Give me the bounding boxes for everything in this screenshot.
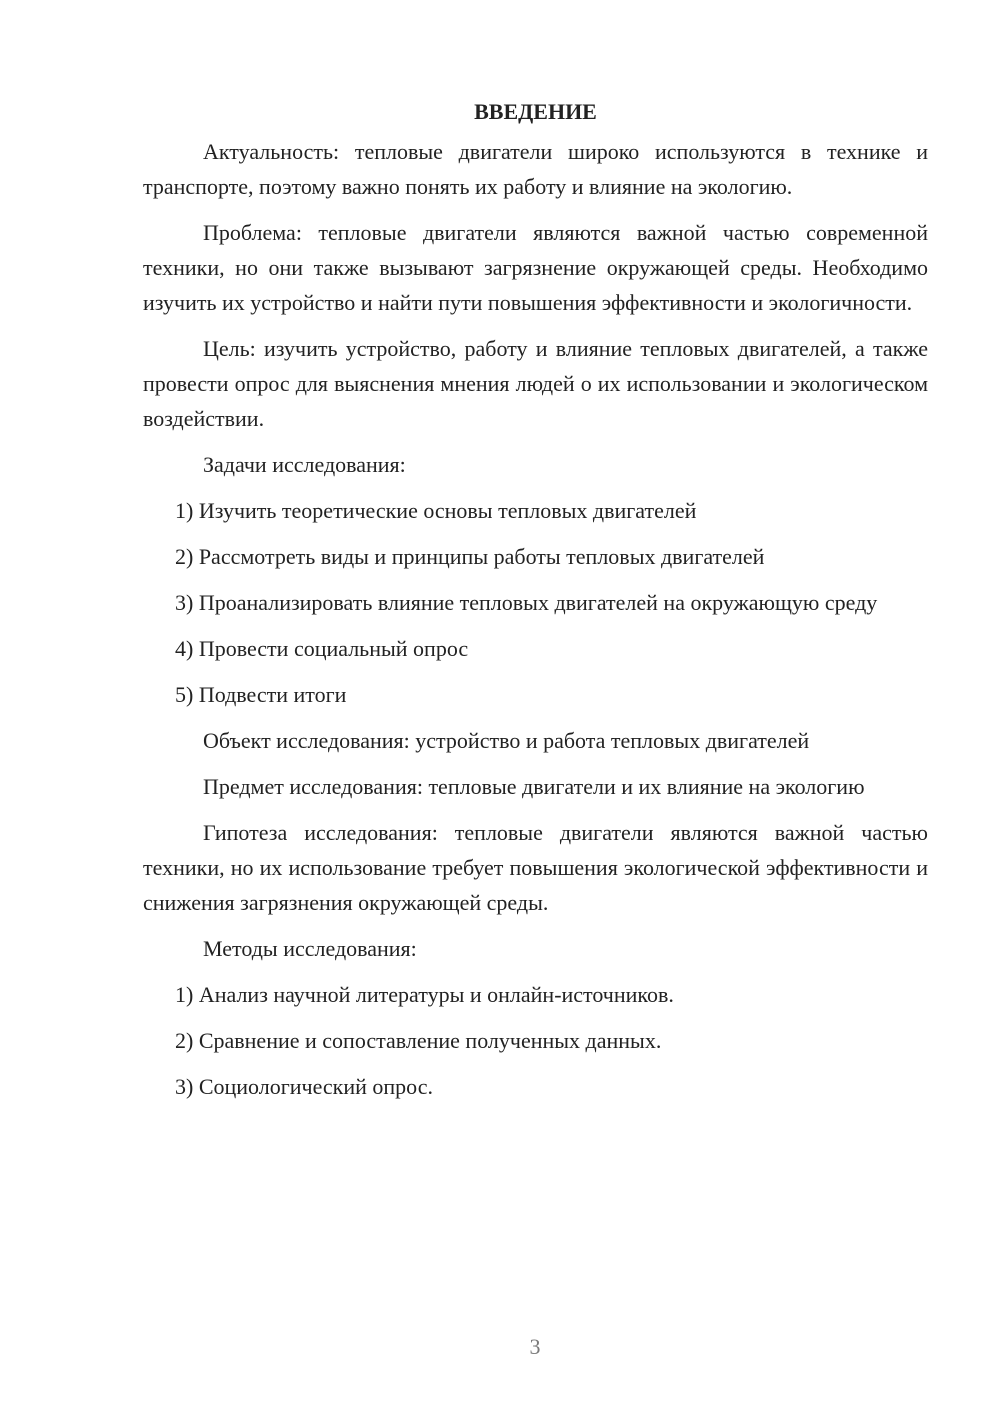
task-item: 4) Провести социальный опрос bbox=[175, 636, 469, 661]
tasks-heading: Задачи исследования: bbox=[203, 452, 406, 477]
subject-paragraph: Предмет исследования: тепловые двигатели и их влияние на экологию bbox=[203, 774, 865, 799]
task-item: 5) Подвести итоги bbox=[175, 682, 347, 707]
hypothesis-paragraph: Гипотеза исследования: тепловые двигатели являются важной частью техники, но их использование требует повышения экологической эффективности и снижения загрязнения окружающей среды. bbox=[143, 820, 928, 915]
page-number: 3 bbox=[529, 1334, 541, 1359]
task-item: 3) Проанализировать влияние тепловых двигателей на окружающую среду bbox=[175, 590, 878, 615]
object-paragraph: Объект исследования: устройство и работа тепловых двигателей bbox=[203, 728, 810, 753]
method-item: 2) Сравнение и сопоставление полученных данных. bbox=[175, 1028, 662, 1053]
relevance-paragraph: Актуальность: тепловые двигатели широко используются в технике и транспорте, поэтому важно понять их работу и влияние на экологию. bbox=[143, 139, 928, 199]
page-content bbox=[143, 94, 928, 1115]
goal-paragraph: Цель: изучить устройство, работу и влияние тепловых двигателей, а также провести опрос для выяснения мнения людей о их использовании и экологическом воздействии. bbox=[143, 336, 928, 431]
task-item: 1) Изучить теоретические основы тепловых двигателей bbox=[175, 498, 697, 523]
method-item: 1) Анализ научной литературы и онлайн-источников. bbox=[175, 982, 674, 1007]
problem-paragraph: Проблема: тепловые двигатели являются важной частью современной техники, но они также вызывают загрязнение окружающей среды. Необходимо изучить их устройство и найти пути повышения эффективности и экологичности. bbox=[143, 220, 928, 315]
method-item: 3) Социологический опрос. bbox=[175, 1074, 433, 1099]
task-item: 2) Рассмотреть виды и принципы работы тепловых двигателей bbox=[175, 544, 765, 569]
methods-heading: Методы исследования: bbox=[203, 936, 417, 961]
page-title: ВВЕДЕНИЕ bbox=[474, 99, 597, 124]
